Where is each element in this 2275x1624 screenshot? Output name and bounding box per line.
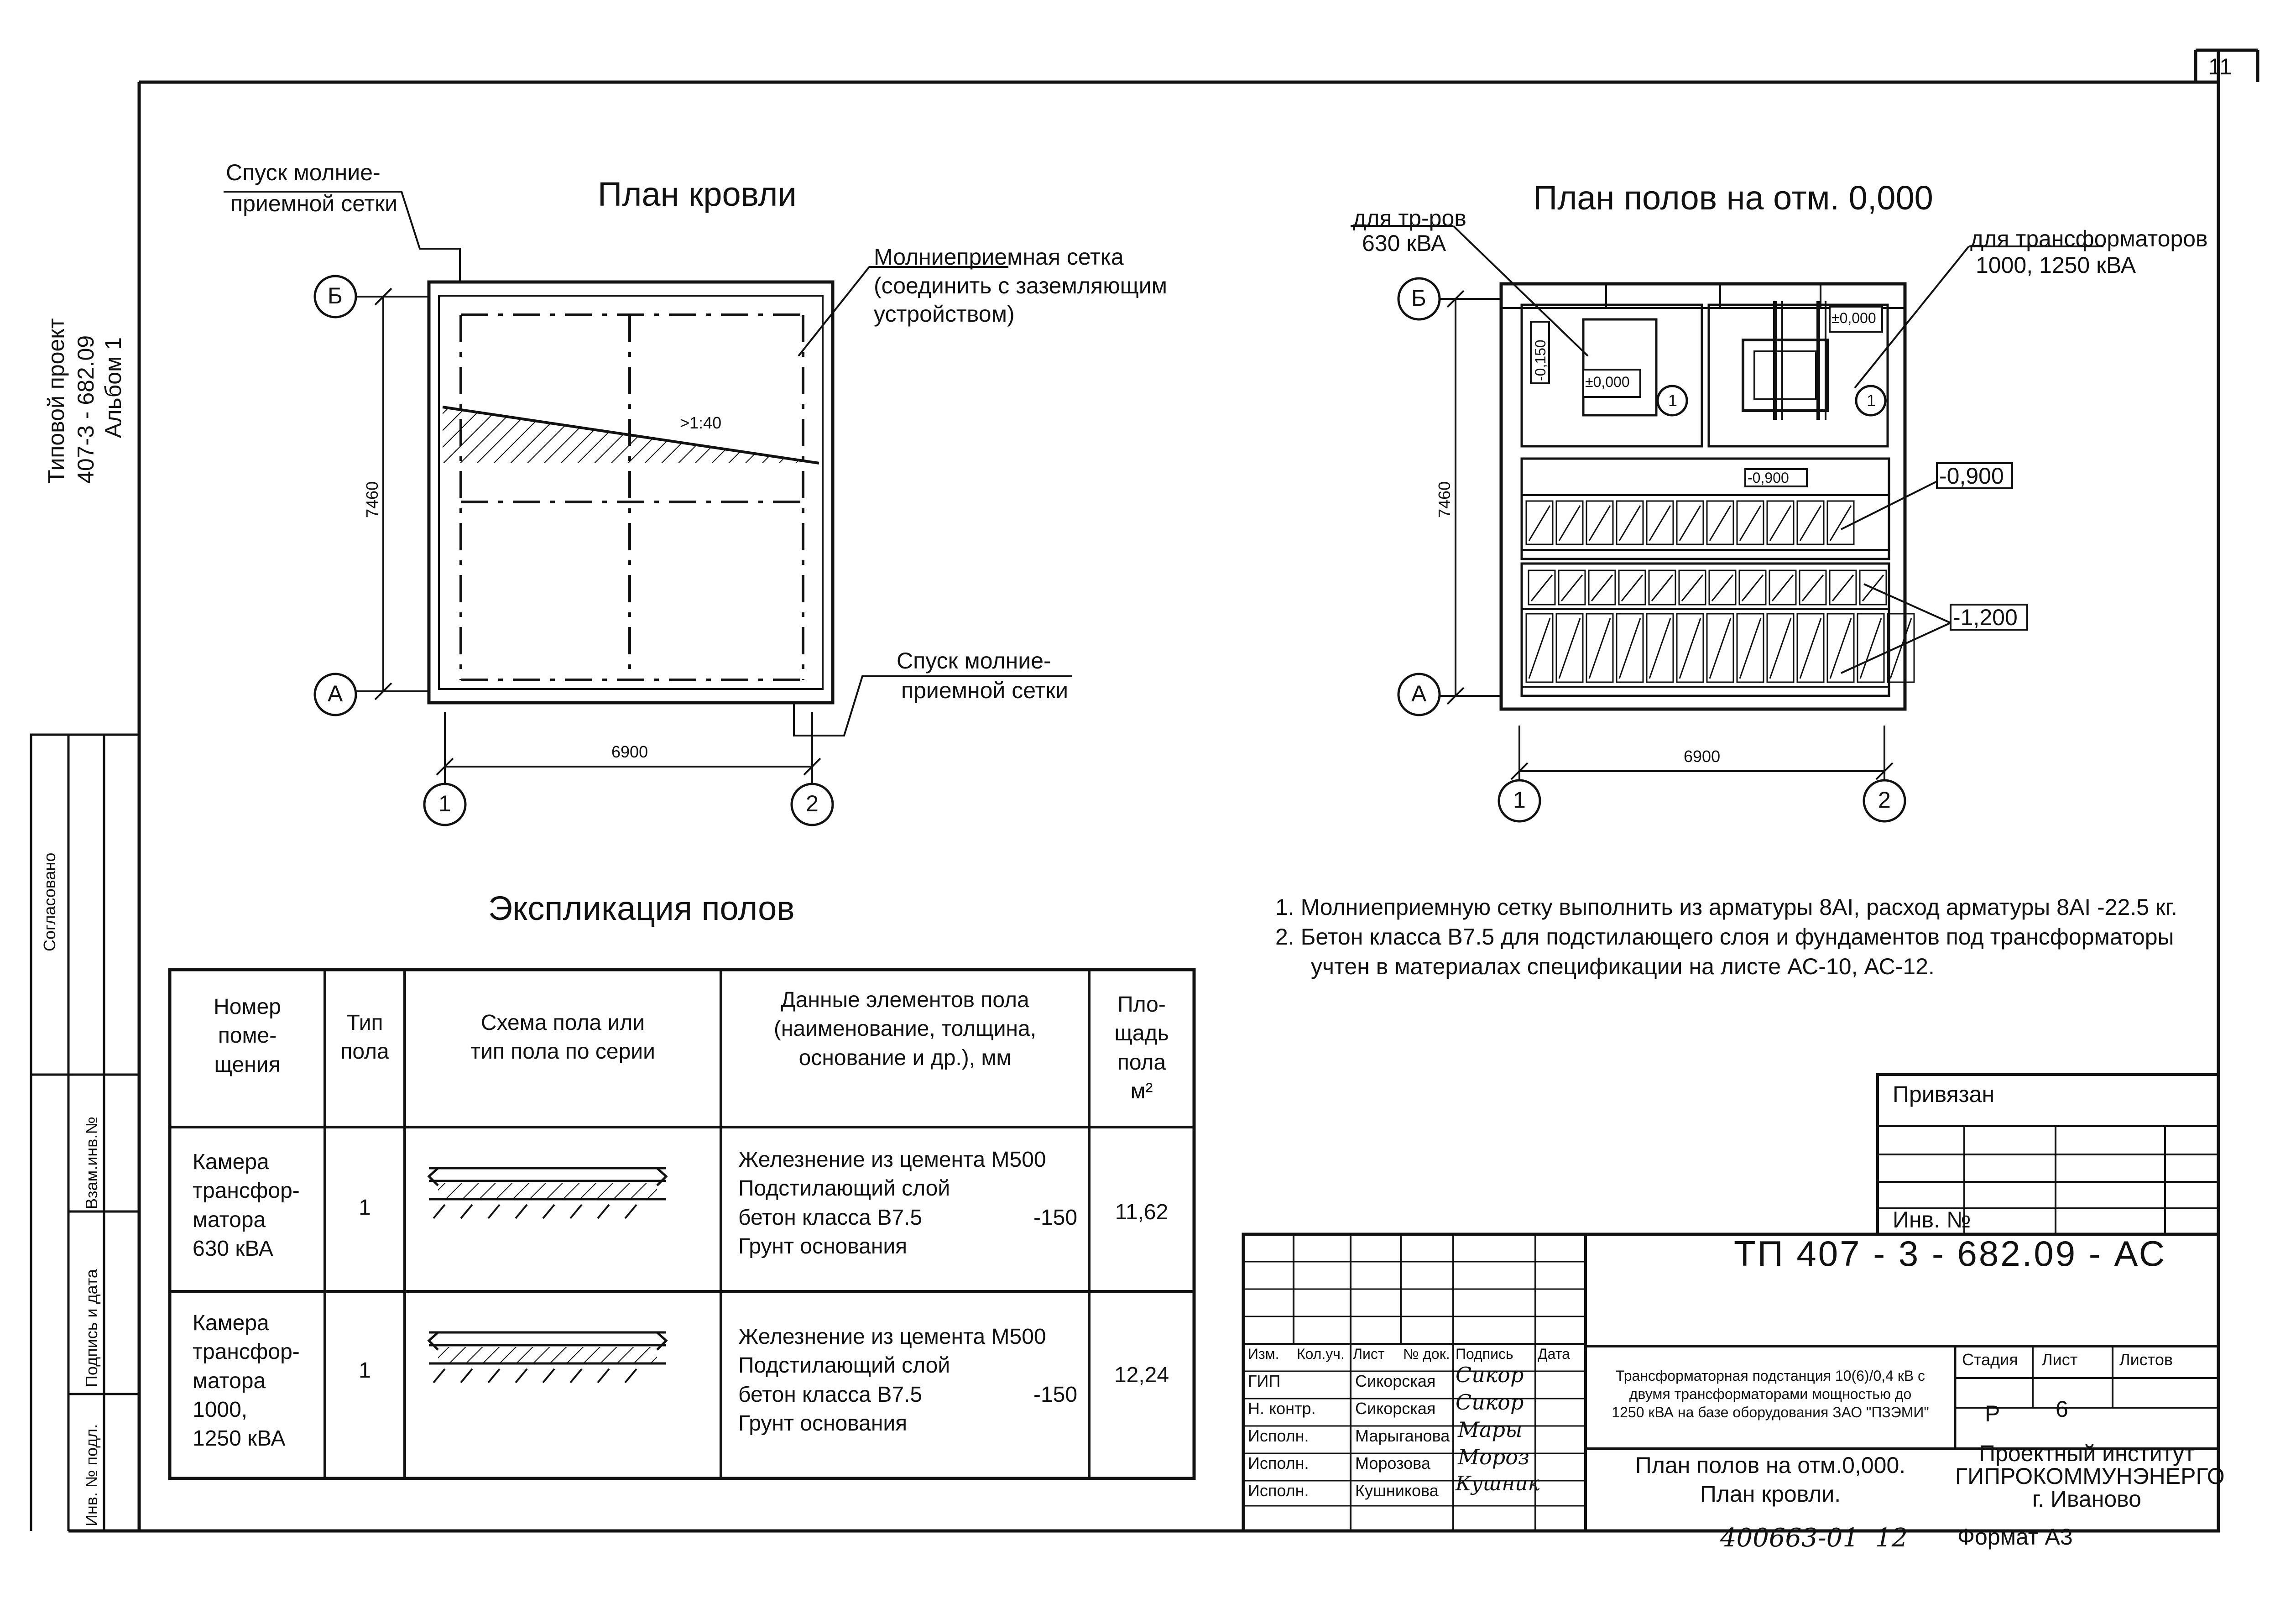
row1-type: 1 bbox=[359, 1196, 371, 1220]
bound-label: Привязан bbox=[1893, 1081, 1995, 1107]
mesh-note-line2: (соединить с заземляющим bbox=[874, 273, 1168, 298]
page-number: 11 bbox=[2208, 54, 2232, 79]
header-scheme: Схема пола или тип пола по серии bbox=[470, 1011, 655, 1064]
inv-no-label: Инв. № bbox=[1893, 1207, 1971, 1232]
level-zero-a: ±0,000 bbox=[1585, 374, 1630, 390]
signature-4: Мороз bbox=[1458, 1445, 1530, 1469]
roof-leader-top-line2: приемной сетки bbox=[230, 191, 398, 216]
header-room: Номер поме- щения bbox=[214, 995, 281, 1077]
note-line-3: учтен в материалах спецификации на листе АС-10, АС-12. bbox=[1311, 954, 1935, 979]
sheet-label: Лист bbox=[2042, 1350, 2078, 1369]
floor-dim-horizontal: 6900 bbox=[1684, 747, 1721, 766]
stage-label: Стадия bbox=[1962, 1350, 2018, 1369]
role-gip: ГИП bbox=[1248, 1372, 1281, 1390]
side-field-inventory: Инв. № подл. bbox=[82, 1424, 101, 1526]
level-minus-1200: -1,200 bbox=[1953, 605, 2018, 630]
col-signature: Подпись bbox=[1456, 1346, 1513, 1362]
row2-thickness: -150 bbox=[1033, 1383, 1078, 1407]
row2-room: Камера трансфор- матора 1000, 1250 кВА bbox=[193, 1311, 300, 1451]
role-ispoln-2: Исполн. bbox=[1248, 1454, 1309, 1473]
handwritten-number: 12 bbox=[1875, 1523, 1908, 1553]
mesh-note-line3: устройством) bbox=[874, 301, 1015, 327]
name-2: Сикорская bbox=[1355, 1399, 1436, 1418]
role-ispoln-3: Исполн. bbox=[1248, 1481, 1309, 1500]
header-area: Пло- щадь пола м² bbox=[1114, 992, 1169, 1104]
floor-axis-1: 1 bbox=[1513, 787, 1526, 813]
signature-3: Мары bbox=[1458, 1417, 1523, 1442]
floor-plan-title: План полов на отм. 0,000 bbox=[1533, 179, 1933, 217]
roof-plan-title: План кровли bbox=[598, 175, 797, 213]
roof-axis-b: Б bbox=[328, 283, 343, 308]
signature-2: Сикор bbox=[1456, 1390, 1524, 1415]
signature-5: Кушник bbox=[1456, 1472, 1540, 1495]
floor-note-right-line1: для трансформаторов bbox=[1970, 226, 2208, 251]
col-sheet: Лист bbox=[1353, 1346, 1385, 1362]
note-line-1: 1. Молниеприемную сетку выполнить из арматуры 8AI, расход арматуры 8AI -22.5 кг. bbox=[1275, 894, 2177, 920]
roof-dim-horizontal: 6900 bbox=[611, 742, 648, 761]
header-type: Тип пола bbox=[340, 1011, 389, 1064]
document-code: ТП 407 - 3 - 682.09 - АС bbox=[1734, 1233, 2167, 1274]
name-5: Кушникова bbox=[1355, 1481, 1439, 1500]
floor-note-left-line2: 630 кВА bbox=[1362, 230, 1446, 256]
roof-leader-bottom-line1: Спуск молние- bbox=[897, 648, 1051, 674]
sheet-value: 6 bbox=[2056, 1396, 2068, 1422]
role-ncontr: Н. контр. bbox=[1248, 1399, 1316, 1418]
marker-1-left: 1 bbox=[1668, 391, 1678, 410]
institute: Проектный институт ГИПРОКОММУНЭНЕРГО г. Иваново bbox=[1955, 1441, 2225, 1512]
side-field-replace: Взам.инв.№ bbox=[82, 1116, 101, 1209]
row1-layers: Железнение из цемента М500 Подстилающий слой бетон класса В7.5 Грунт основания bbox=[738, 1148, 1046, 1259]
name-4: Морозова bbox=[1355, 1454, 1430, 1473]
level-zero-b: ±0,000 bbox=[1831, 310, 1876, 326]
floor-dimensions bbox=[1424, 291, 1893, 789]
side-project-line2: 407-3 - 682.09 bbox=[73, 335, 99, 484]
row1-thickness: -150 bbox=[1033, 1206, 1078, 1230]
roof-outline bbox=[429, 282, 833, 703]
level-minus-0150: -0,150 bbox=[1532, 339, 1549, 381]
roof-axis-1: 1 bbox=[438, 791, 451, 816]
roof-axis-2: 2 bbox=[806, 791, 819, 816]
marker-1-right: 1 bbox=[1867, 391, 1876, 410]
side-project-line1: Типовой проект bbox=[43, 318, 69, 484]
sheets-label: Листов bbox=[2119, 1350, 2173, 1369]
mesh-note-line1: Молниеприемная сетка bbox=[874, 244, 1124, 270]
row1-room: Камера трансфор- матора 630 кВА bbox=[193, 1150, 300, 1261]
roof-slope: >1:40 bbox=[680, 413, 722, 432]
roof-axis-a: А bbox=[328, 681, 343, 706]
format-label: Формат А3 bbox=[1957, 1524, 2073, 1550]
side-agreed: Согласовано bbox=[40, 852, 59, 951]
name-3: Марыганова bbox=[1355, 1426, 1450, 1445]
roof-dim-vertical: 7460 bbox=[363, 481, 381, 518]
roof-axis-bubbles bbox=[315, 276, 833, 825]
note-line-2: 2. Бетон класса B7.5 для подстилающего слоя и фундаментов под трансформаторы bbox=[1275, 924, 2174, 950]
stage-value: Р bbox=[1985, 1401, 2000, 1426]
floor-note-right-line2: 1000, 1250 кВА bbox=[1976, 252, 2136, 278]
role-ispoln-1: Исполн. bbox=[1248, 1426, 1309, 1445]
floor-axis-2: 2 bbox=[1878, 787, 1891, 813]
floor-axis-a: А bbox=[1411, 681, 1427, 706]
row2-type: 1 bbox=[359, 1358, 371, 1383]
floor-axis-b: Б bbox=[1411, 285, 1426, 311]
col-change: Изм. bbox=[1248, 1346, 1279, 1362]
floor-dim-vertical: 7460 bbox=[1435, 481, 1454, 518]
col-docno: № док. bbox=[1403, 1346, 1450, 1362]
col-qty: Кол.уч. bbox=[1297, 1346, 1345, 1362]
roof-dimensions bbox=[349, 288, 820, 785]
level-minus-0900: -0,900 bbox=[1939, 463, 2004, 489]
floor-grid-panels bbox=[1526, 501, 1914, 682]
level-minus-0900-small: -0,900 bbox=[1748, 470, 1789, 486]
signature-1: Сикор bbox=[1456, 1363, 1524, 1387]
row1-area: 11,62 bbox=[1115, 1200, 1169, 1224]
explication-title: Экспликация полов bbox=[488, 889, 795, 927]
roof-leader-bottom-line2: приемной сетки bbox=[901, 678, 1069, 703]
handwritten-code: 400663-01 bbox=[1720, 1523, 1859, 1553]
roof-leader-top-line1: Спуск молние- bbox=[226, 160, 381, 185]
row2-area: 12,24 bbox=[1114, 1363, 1169, 1387]
name-1: Сикорская bbox=[1355, 1372, 1436, 1390]
project-description: Трансформаторная подстанция 10(6)/0,4 кВ с двумя трансформаторами мощностью до 1250 кВА на базе оборудования ЗАО "ПЗЭМИ" bbox=[1612, 1368, 1929, 1420]
side-field-signature: Подпись и дата bbox=[82, 1269, 101, 1387]
sheet-title: План полов на отм.0,000. План кровли. bbox=[1635, 1452, 1906, 1507]
floor-note-left-line1: для тр-ров bbox=[1353, 205, 1466, 231]
sheet-frame bbox=[68, 50, 2258, 1531]
header-data: Данные элементов пола (наименование, толщина, основание и др.), мм bbox=[773, 988, 1037, 1070]
row2-layers: Железнение из цемента М500 Подстилающий слой бетон класса В7.5 Грунт основания bbox=[738, 1325, 1046, 1436]
side-project-line3: Альбом 1 bbox=[100, 337, 126, 438]
col-date: Дата bbox=[1538, 1346, 1570, 1362]
